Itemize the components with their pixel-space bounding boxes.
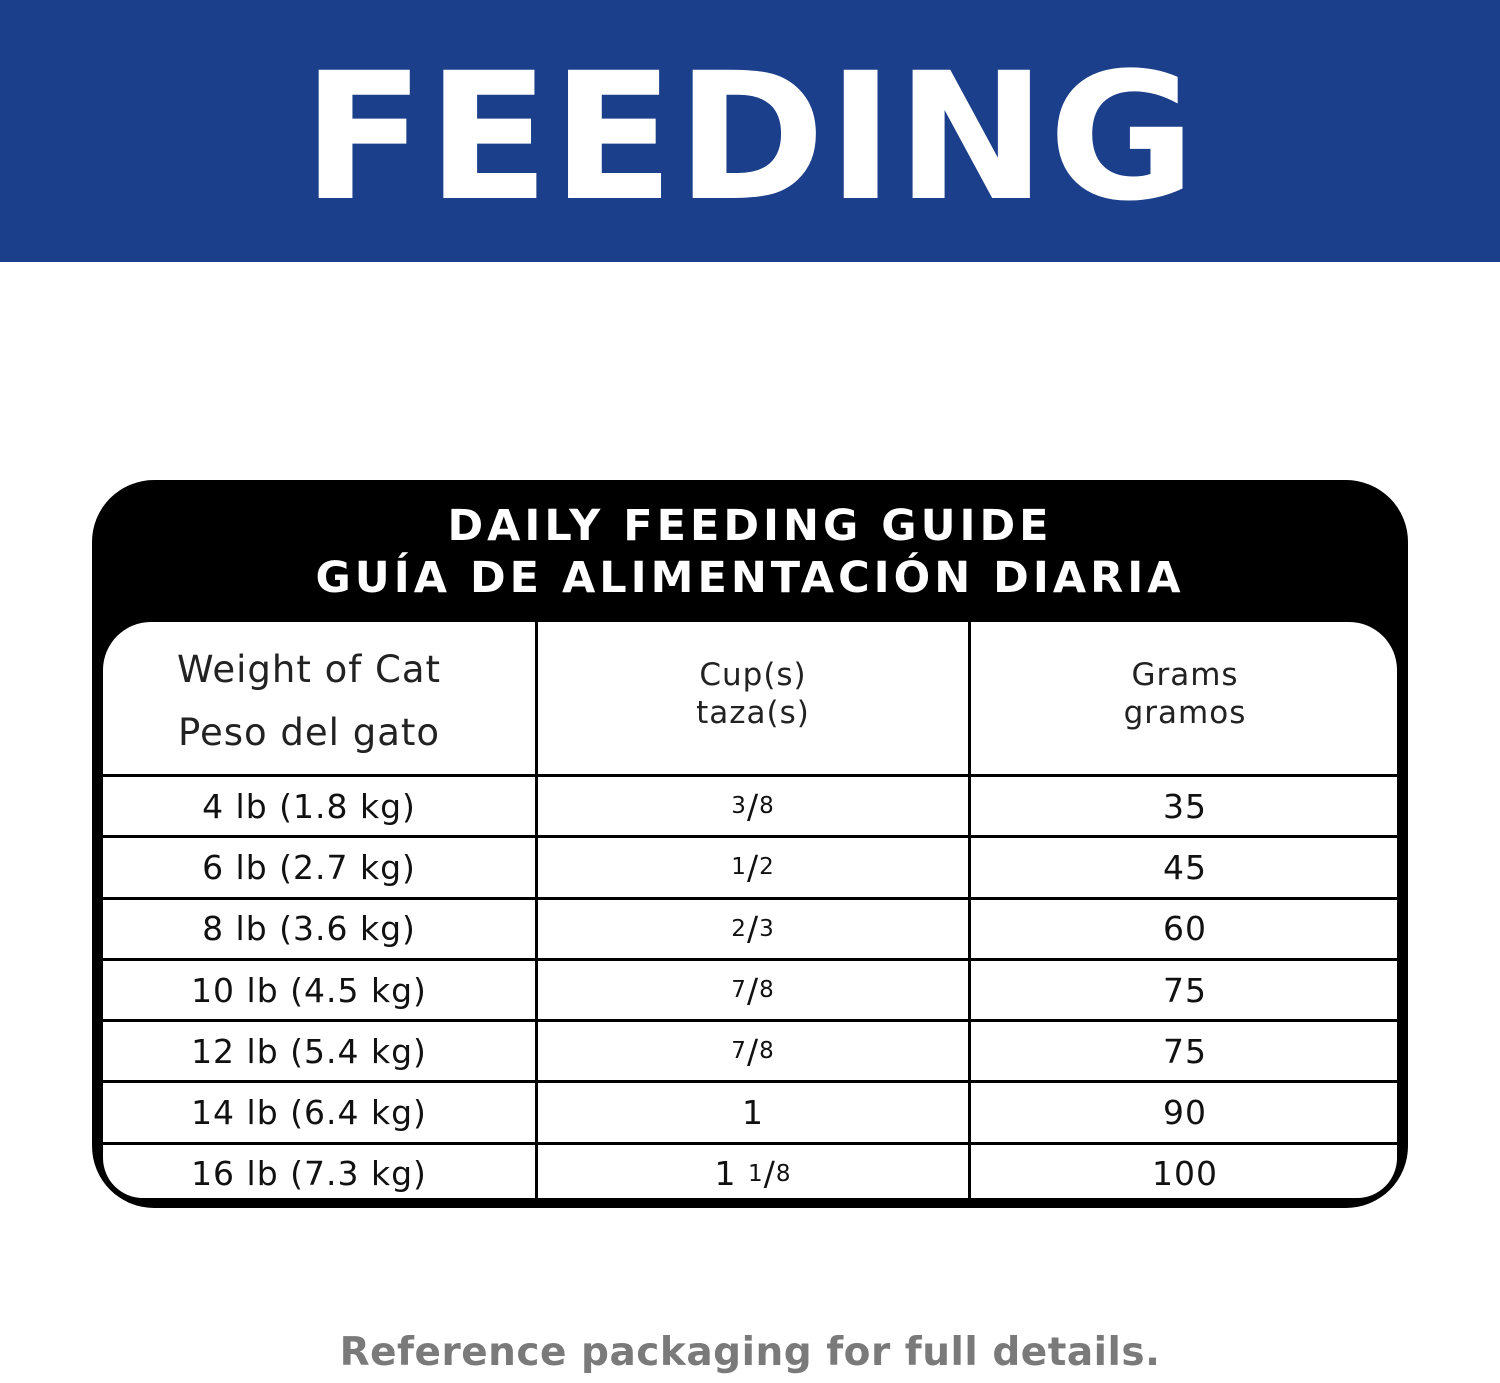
cell-weight: 10 lb (4.5 kg) bbox=[103, 961, 535, 1019]
card-title bbox=[92, 500, 1408, 604]
cell-grams: 100 bbox=[971, 1145, 1397, 1198]
cell-cups bbox=[538, 900, 968, 958]
cups-space bbox=[737, 1154, 749, 1193]
header-grams-english: Grams bbox=[1131, 657, 1239, 693]
cups-denominator: 8 bbox=[775, 1160, 792, 1187]
header-cups bbox=[538, 622, 968, 774]
header-banner bbox=[0, 0, 1500, 440]
cell-weight: 12 lb (5.4 kg) bbox=[103, 1022, 535, 1080]
cell-weight: 16 lb (7.3 kg) bbox=[103, 1145, 535, 1198]
cell-grams: 60 bbox=[971, 900, 1397, 958]
cell-grams: 75 bbox=[971, 961, 1397, 1019]
cell-cups bbox=[538, 838, 968, 896]
header-cups-spanish: taza(s) bbox=[696, 695, 810, 731]
fraction-slash: / bbox=[746, 1031, 760, 1071]
cups-denominator: 8 bbox=[759, 977, 775, 1004]
cups-numerator: 7 bbox=[731, 977, 747, 1004]
cups-denominator: 8 bbox=[759, 793, 775, 820]
cups-whole: 1 bbox=[742, 1093, 764, 1133]
cell-weight: 6 lb (2.7 kg) bbox=[103, 838, 535, 896]
page-title: FEEDING GUIDE bbox=[302, 35, 1198, 440]
cups-numerator: 2 bbox=[731, 915, 747, 942]
header-grams-spanish: gramos bbox=[1123, 695, 1247, 731]
header-weight-spanish: Peso del gato bbox=[177, 711, 441, 754]
cups-numerator: 7 bbox=[731, 1038, 747, 1065]
cell-weight: 14 lb (6.4 kg) bbox=[103, 1083, 535, 1141]
cell-cups bbox=[538, 1083, 968, 1141]
cell-grams: 45 bbox=[971, 838, 1397, 896]
card-title-english: DAILY FEEDING GUIDE bbox=[447, 501, 1053, 551]
footer-note: Reference packaging for full details. bbox=[339, 1330, 1161, 1375]
card-title-spanish: GUÍA DE ALIMENTACIÓN DIARIA bbox=[315, 553, 1185, 603]
cell-cups bbox=[538, 1022, 968, 1080]
feeding-table bbox=[103, 622, 1397, 1198]
cell-grams: 35 bbox=[971, 777, 1397, 835]
cell-cups bbox=[538, 961, 968, 1019]
header-cups-english: Cup(s) bbox=[699, 657, 807, 693]
fraction-slash: / bbox=[763, 1154, 776, 1194]
cell-grams: 90 bbox=[971, 1083, 1397, 1141]
cups-whole: 1 bbox=[714, 1154, 737, 1194]
cups-numerator: 1 bbox=[731, 854, 747, 881]
cups-denominator: 2 bbox=[759, 854, 775, 881]
fraction-slash: / bbox=[746, 970, 760, 1010]
cell-cups bbox=[538, 777, 968, 835]
cups-numerator: 3 bbox=[731, 793, 747, 820]
cell-weight: 8 lb (3.6 kg) bbox=[103, 900, 535, 958]
cups-numerator: 1 bbox=[748, 1160, 764, 1187]
fraction-slash: / bbox=[746, 847, 760, 887]
header-grams bbox=[971, 622, 1397, 774]
feeding-guide-card bbox=[92, 480, 1408, 1208]
feeding-table-grid bbox=[103, 622, 1397, 1198]
fraction-slash: / bbox=[746, 909, 760, 949]
header-weight-english: Weight of Cat bbox=[176, 648, 442, 691]
cell-cups bbox=[538, 1145, 968, 1198]
cups-denominator: 8 bbox=[759, 1038, 775, 1065]
cups-denominator: 3 bbox=[759, 915, 775, 942]
cell-weight: 4 lb (1.8 kg) bbox=[103, 777, 535, 835]
cell-grams: 75 bbox=[971, 1022, 1397, 1080]
fraction-slash: / bbox=[746, 786, 760, 826]
header-weight bbox=[103, 622, 535, 774]
